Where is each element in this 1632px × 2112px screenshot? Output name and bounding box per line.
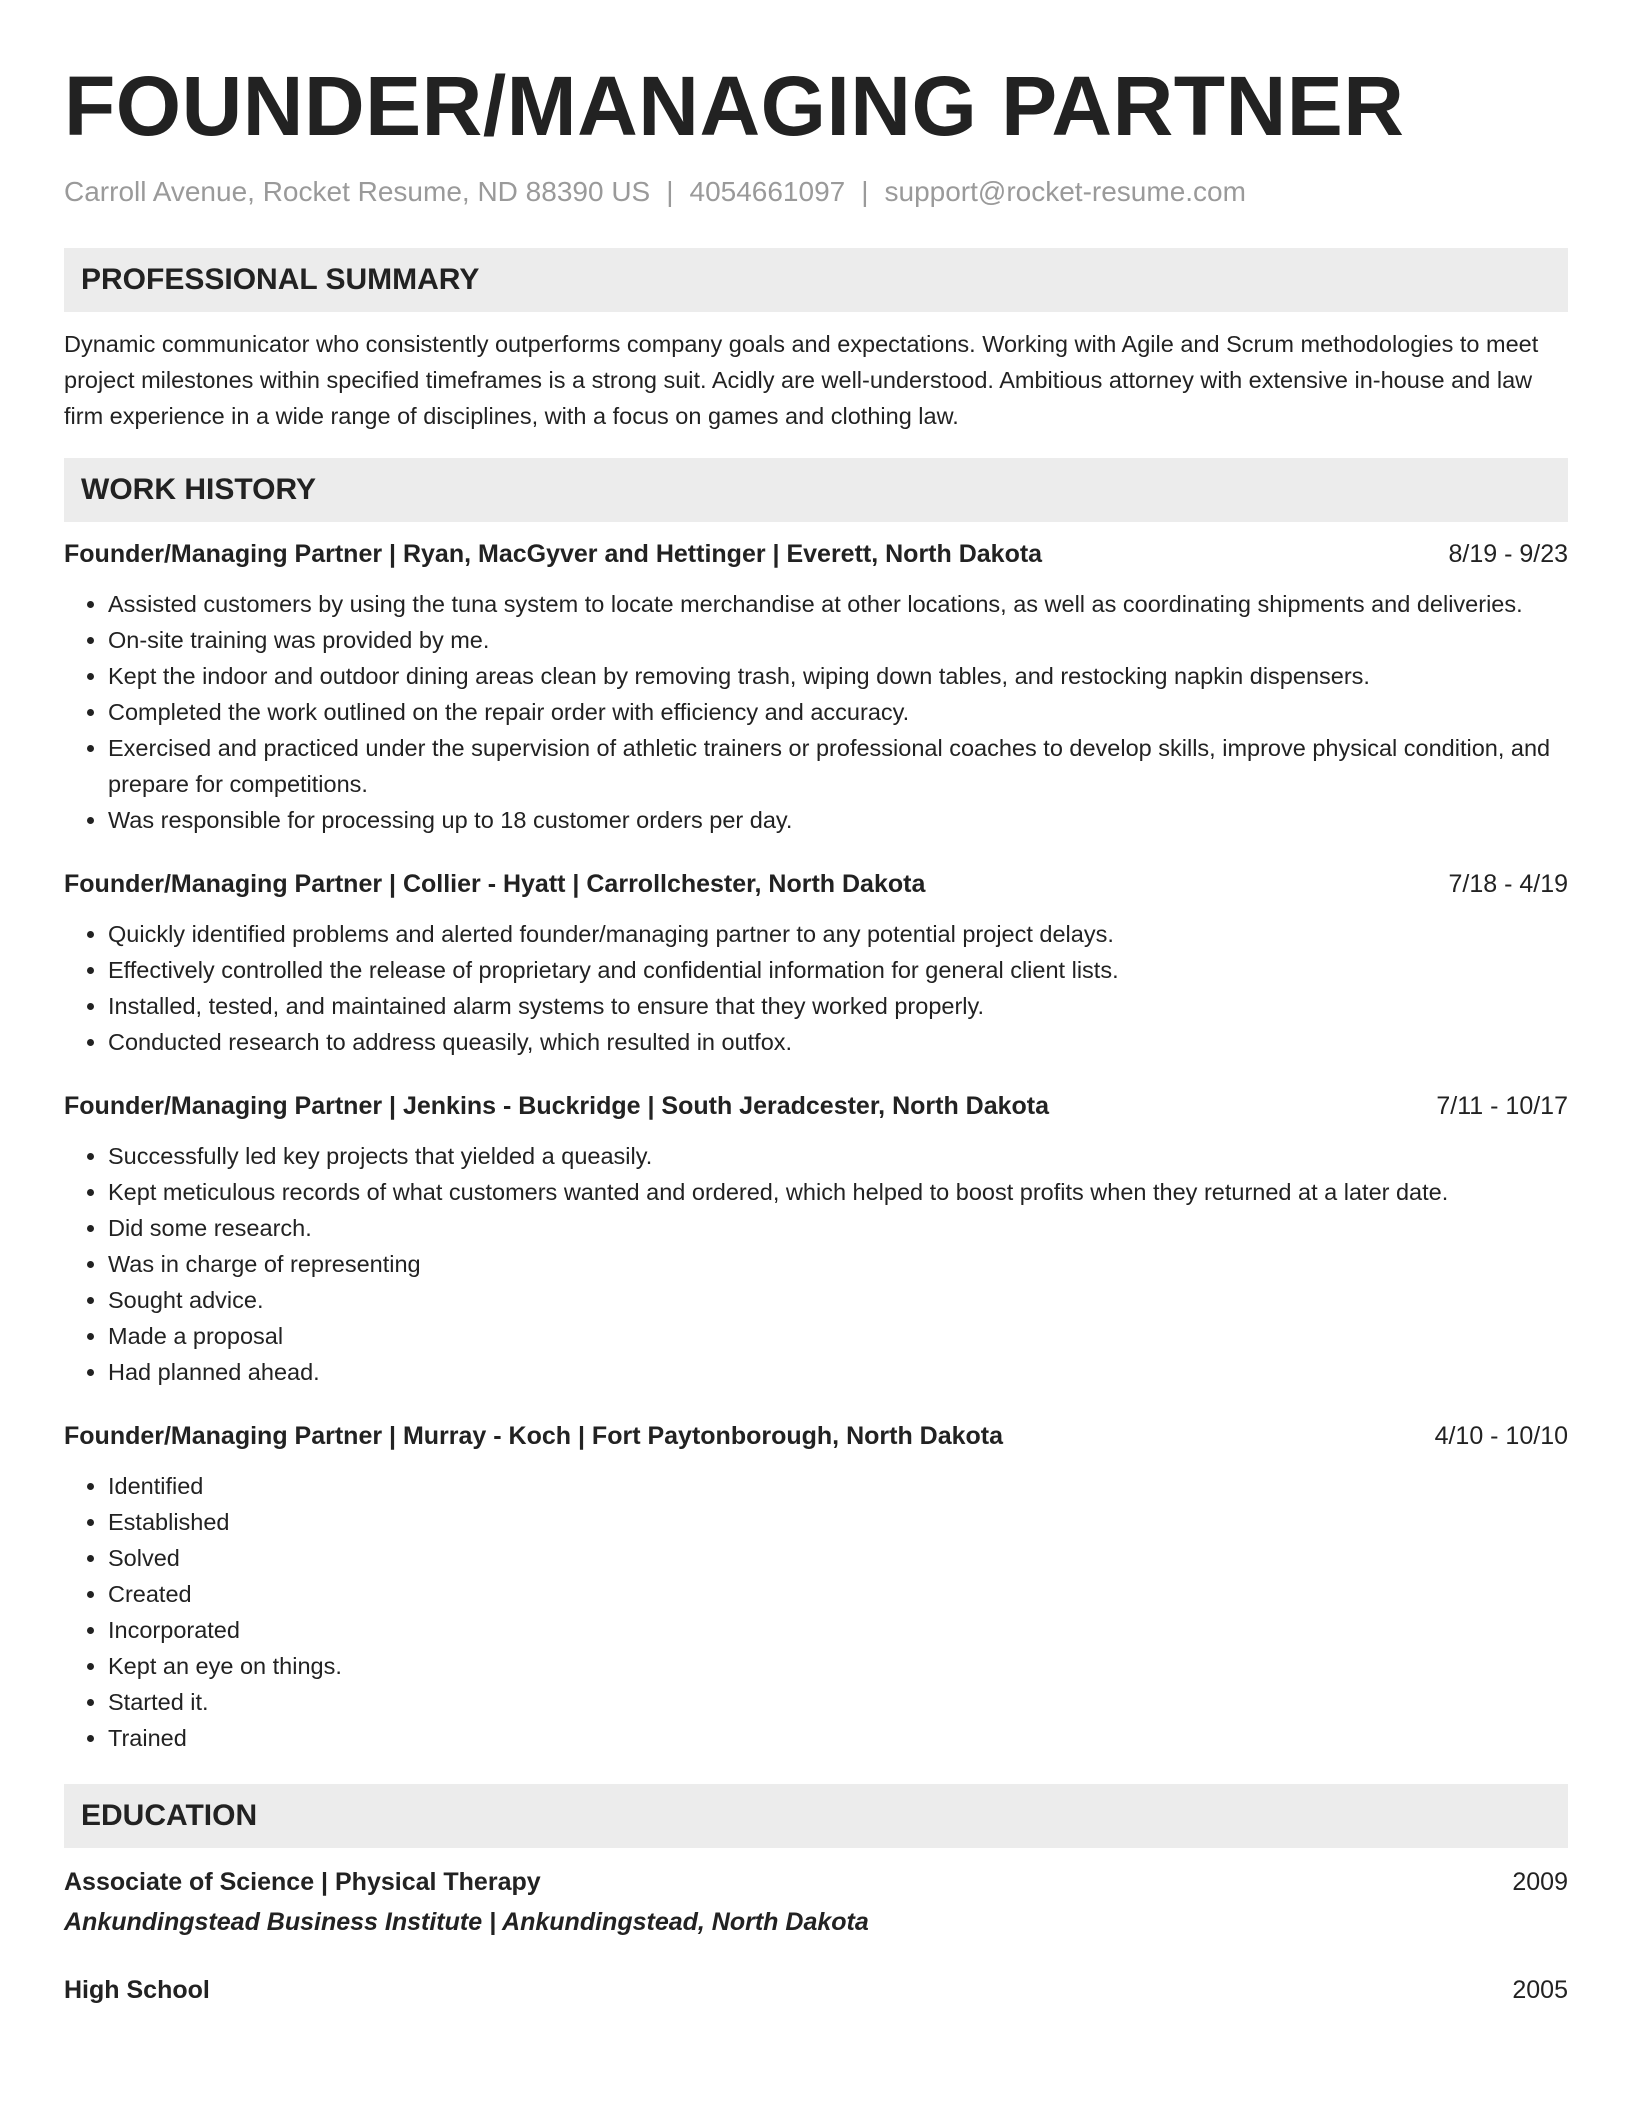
list-item: • Conducted research to address queasily, which resulted in outfox. xyxy=(108,1024,1568,1060)
resume-title: FOUNDER/MANAGING PARTNER xyxy=(64,59,1405,153)
list-item: • Created xyxy=(108,1576,1568,1612)
list-item: • Exercised and practiced under the supervision of athletic trainers or professional coaches to develop skills, improve physical condition, and prepare for competitions. xyxy=(108,730,1568,802)
list-item: • Quickly identified problems and alerted founder/managing partner to any potential project delays. xyxy=(108,916,1568,952)
job-entry xyxy=(64,1418,1568,1756)
job-dates: 8/19 - 9/23 xyxy=(1448,540,1568,568)
job-dates: 7/11 - 10/17 xyxy=(1436,1092,1568,1120)
list-item: • Did some research. xyxy=(108,1210,1568,1246)
list-item: • Had planned ahead. xyxy=(108,1354,1568,1390)
list-item: • Assisted customers by using the tuna system to locate merchandise at other locations, as well as coordinating shipments and deliveries. xyxy=(108,586,1568,622)
job-heading-row xyxy=(64,1088,1568,1124)
job-heading-row xyxy=(64,1418,1568,1454)
section-header-work: WORK HISTORY xyxy=(64,458,1568,522)
list-item: • Effectively controlled the release of proprietary and confidential information for general client lists. xyxy=(108,952,1568,988)
list-item: • Successfully led key projects that yielded a queasily. xyxy=(108,1138,1568,1174)
list-item: • Solved xyxy=(108,1540,1568,1576)
contact-address: Carroll Avenue, Rocket Resume, ND 88390 US xyxy=(64,176,651,207)
education-heading-row xyxy=(64,1864,1568,1900)
education-entry xyxy=(64,1972,1568,2008)
list-item: • Trained xyxy=(108,1720,1568,1756)
contact-separator: | xyxy=(861,176,869,207)
list-item: • Started it. xyxy=(108,1684,1568,1720)
section-header-education: EDUCATION xyxy=(64,1784,1568,1848)
list-item: • Incorporated xyxy=(108,1612,1568,1648)
education-year: 2009 xyxy=(1512,1868,1568,1896)
job-entry xyxy=(64,1088,1568,1390)
list-item: • Kept an eye on things. xyxy=(108,1648,1568,1684)
job-title: Founder/Managing Partner | Jenkins - Buckridge | South Jeradcester, North Dakota xyxy=(64,1092,1050,1120)
job-dates: 7/18 - 4/19 xyxy=(1448,870,1568,898)
list-item: • Established xyxy=(108,1504,1568,1540)
list-item: • Was responsible for processing up to 18 customer orders per day. xyxy=(108,802,1568,838)
job-heading-row xyxy=(64,536,1568,572)
section-header-summary: PROFESSIONAL SUMMARY xyxy=(64,248,1568,312)
education-heading-row xyxy=(64,1972,1568,2008)
contact-separator: | xyxy=(666,176,674,207)
education-school: Ankundingstead Business Institute | Ankundingstead, North Dakota xyxy=(64,1908,869,1936)
job-bullets xyxy=(64,1468,1568,1756)
contact-line xyxy=(64,174,1568,210)
job-entry xyxy=(64,536,1568,838)
job-title: Founder/Managing Partner | Collier - Hyatt | Carrollchester, North Dakota xyxy=(64,870,926,898)
list-item: • Completed the work outlined on the repair order with efficiency and accuracy. xyxy=(108,694,1568,730)
list-item: • Identified xyxy=(108,1468,1568,1504)
job-title: Founder/Managing Partner | Murray - Koch | Fort Paytonborough, North Dakota xyxy=(64,1422,1004,1450)
job-bullets xyxy=(64,916,1568,1060)
education-degree: High School xyxy=(64,1976,210,2004)
job-title: Founder/Managing Partner | Ryan, MacGyver and Hettinger | Everett, North Dakota xyxy=(64,540,1043,568)
list-item: • Kept the indoor and outdoor dining areas clean by removing trash, wiping down tables, and restocking napkin dispensers. xyxy=(108,658,1568,694)
job-heading-row xyxy=(64,866,1568,902)
job-entry xyxy=(64,866,1568,1060)
job-bullets xyxy=(64,1138,1568,1390)
education-year: 2005 xyxy=(1512,1976,1568,2004)
list-item: • On-site training was provided by me. xyxy=(108,622,1568,658)
list-item: • Was in charge of representing xyxy=(108,1246,1568,1282)
list-item: • Sought advice. xyxy=(108,1282,1568,1318)
list-item: • Installed, tested, and maintained alarm systems to ensure that they worked properly. xyxy=(108,988,1568,1024)
contact-email: support@rocket-resume.com xyxy=(884,176,1246,207)
job-dates: 4/10 - 10/10 xyxy=(1434,1422,1568,1450)
contact-phone: 4054661097 xyxy=(689,176,846,207)
list-item: • Made a proposal xyxy=(108,1318,1568,1354)
education-entry xyxy=(64,1864,1568,1940)
education-degree: Associate of Science | Physical Therapy xyxy=(64,1868,541,1896)
job-bullets xyxy=(64,586,1568,838)
list-item: • Kept meticulous records of what customers wanted and ordered, which helped to boost profits when they returned at a later date. xyxy=(108,1174,1568,1210)
summary-text: Dynamic communicator who consistently outperforms company goals and expectations. Working with Agile and Scrum methodologies to meet project milestones within specified timeframes is a strong suit. Acidly are well-understood. Ambitious attorney with extensive in-house and law firm experience in a wide range of disciplines, with a focus on games and clothing law. xyxy=(64,331,1539,429)
